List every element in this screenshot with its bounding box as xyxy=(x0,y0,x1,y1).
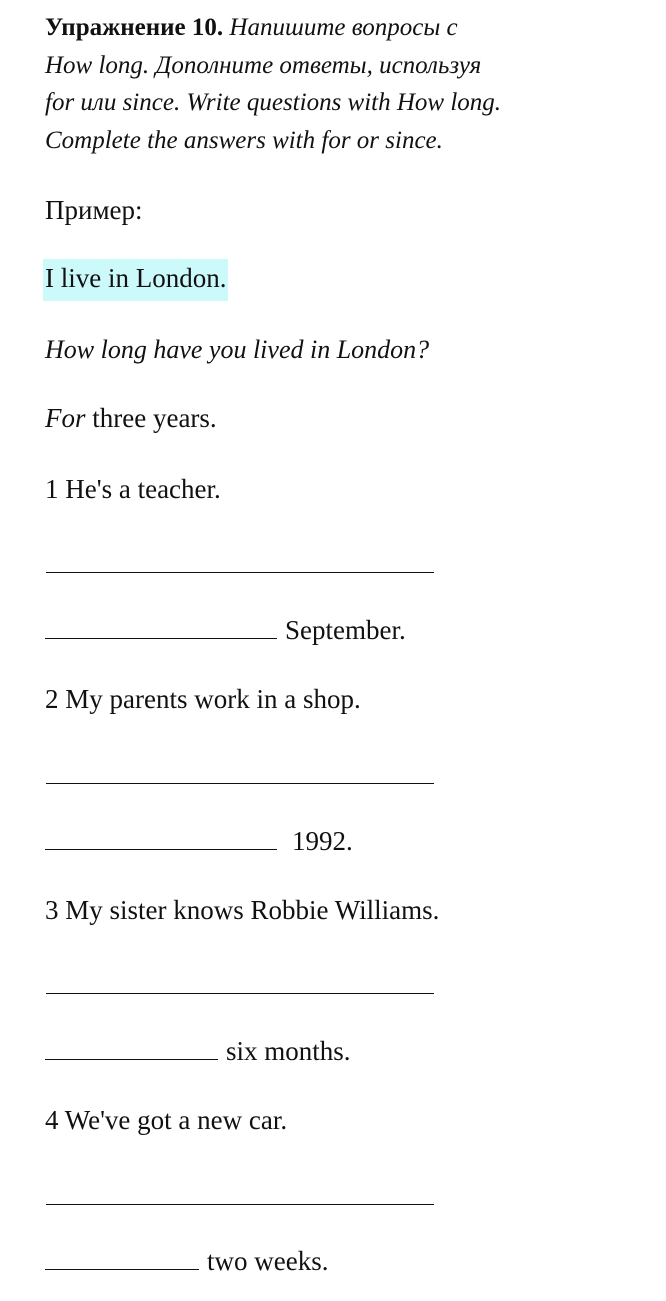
item-2-answer-tail: 1992. xyxy=(292,826,353,856)
item-4-sentence: 4 We've got a new car. xyxy=(45,1105,288,1135)
example-answer-for: For xyxy=(45,403,86,433)
item-4-answer-line xyxy=(45,1248,328,1275)
item-3-question-blank[interactable] xyxy=(46,993,434,994)
exercise-title: Упражнение 10. xyxy=(45,14,224,41)
item-2-question-blank[interactable] xyxy=(46,783,434,784)
item-3-answer-tail: six months. xyxy=(226,1036,351,1066)
example-statement-line xyxy=(45,265,228,292)
item-2-answer-blank[interactable] xyxy=(45,849,277,850)
item-3-answer-blank[interactable] xyxy=(45,1059,218,1060)
item-1-answer-line xyxy=(45,617,406,644)
item-3-sentence: 3 My sister knows Robbie Williams. xyxy=(45,895,440,925)
item-1-question-blank[interactable] xyxy=(46,572,434,573)
item-3-answer-line xyxy=(45,1038,351,1065)
item-4-question-blank[interactable] xyxy=(46,1204,434,1205)
instruction-text-3: for или since. Write questions with How long. xyxy=(45,89,502,116)
example-statement: I live in London. xyxy=(43,259,228,301)
item-2-answer-line xyxy=(45,828,353,855)
item-2-sentence: 2 My parents work in a shop. xyxy=(45,684,361,714)
instruction-text-2: How long. Дополните ответы, используя xyxy=(45,52,482,79)
item-1-answer-blank[interactable] xyxy=(45,638,277,639)
instruction-text-4: Complete the answers with for or since. xyxy=(45,127,443,154)
example-answer-rest: three years. xyxy=(85,403,217,433)
example-answer xyxy=(45,405,217,432)
example-question: How long have you lived in London? xyxy=(45,335,430,364)
instruction-text-1: Напишите вопросы с xyxy=(223,14,458,41)
item-4-answer-blank[interactable] xyxy=(45,1269,199,1270)
item-1-sentence: 1 He's a teacher. xyxy=(45,474,221,504)
exercise-instructions-line-1 xyxy=(45,15,458,40)
item-4-answer-tail: two weeks. xyxy=(207,1246,329,1276)
example-label: Пример: xyxy=(45,195,143,225)
item-1-answer-tail: September. xyxy=(285,615,406,645)
